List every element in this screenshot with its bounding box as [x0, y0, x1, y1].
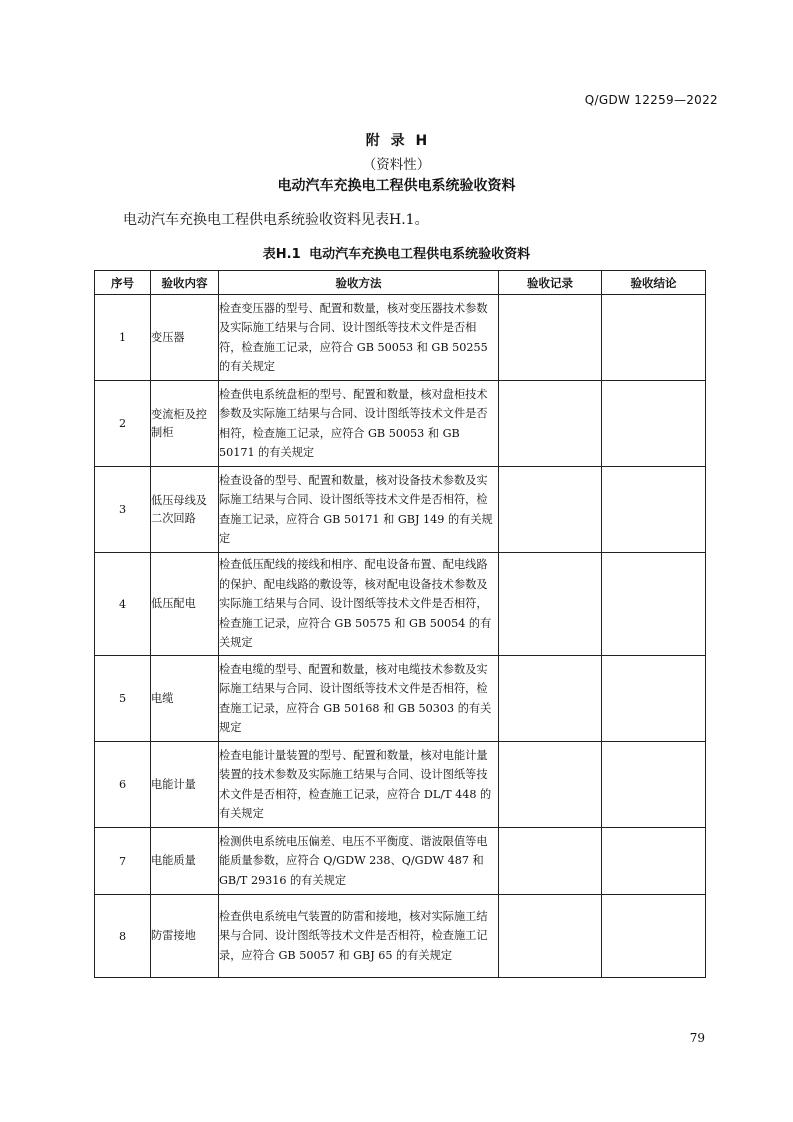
row-record: [499, 656, 602, 742]
row-record: [499, 828, 602, 895]
intro-paragraph: 电动汽车充换电工程供电系统验收资料见表H.1。: [123, 212, 429, 228]
header-conclusion: 验收结论: [602, 271, 706, 295]
table-row: [95, 742, 706, 828]
row-method: 检查供电系统电气装置的防雷和接地，核对实际施工结果与合同、设计图纸等技术文件是否相符，检查施工记录，应符合 GB 50057 和 GBJ 65 的有关规定: [219, 895, 499, 978]
table-row: [95, 656, 706, 742]
appendix-name: 电动汽车充换电工程供电系统验收资料: [277, 178, 516, 194]
row-conclusion: [602, 467, 706, 553]
row-record: [499, 742, 602, 828]
acceptance-table: [94, 270, 706, 978]
row-method: 检查设备的型号、配置和数量，核对设备技术参数及实际施工结果与合同、设计图纸等技术文件是否相符，检查施工记录，应符合 GB 50171 和 GBJ 149 的有关规定: [219, 467, 499, 553]
row-method: 检查低压配线的接线和相序、配电设备布置、配电线路的保护、配电线路的敷设等，核对配电设备技术参数及实际施工结果与合同、设计图纸等技术文件是否相符，检查施工记录，应符合 GB 50575 和 GB 50054 的有关规定: [219, 553, 499, 656]
header-no: 序号: [95, 271, 151, 295]
row-conclusion: [602, 742, 706, 828]
row-conclusion: [602, 895, 706, 978]
row-method: 检查变压器的型号、配置和数量，核对变压器技术参数及实际施工结果与合同、设计图纸等技术文件是否相符，检查施工记录，应符合 GB 50053 和 GB 50255 的有关规定: [219, 295, 499, 381]
table-row: [95, 381, 706, 467]
row-number: 1: [95, 295, 151, 381]
row-conclusion: [602, 553, 706, 656]
row-item: 电能计量: [151, 742, 219, 828]
row-method: 检查电能计量装置的型号、配置和数量，核对电能计量装置的技术参数及实际施工结果与合同、设计图纸等技术文件是否相符，检查施工记录，应符合 DL/T 448 的有关规定: [219, 742, 499, 828]
row-number: 6: [95, 742, 151, 828]
row-record: [499, 381, 602, 467]
table-header-row: [95, 271, 706, 295]
row-number: 7: [95, 828, 151, 895]
row-method: 检查电缆的型号、配置和数量，核对电缆技术参数及实际施工结果与合同、设计图纸等技术文件是否相符，检查施工记录，应符合 GB 50168 和 GB 50303 的有关规定: [219, 656, 499, 742]
row-record: [499, 467, 602, 553]
standard-code: Q/GDW 12259—2022: [584, 93, 718, 107]
header-item: 验收内容: [151, 271, 219, 295]
row-number: 4: [95, 553, 151, 656]
row-number: 8: [95, 895, 151, 978]
row-conclusion: [602, 295, 706, 381]
table-row: [95, 828, 706, 895]
row-item: 电能质量: [151, 828, 219, 895]
row-record: [499, 295, 602, 381]
row-conclusion: [602, 828, 706, 895]
row-record: [499, 553, 602, 656]
row-item: 变流柜及控制柜: [151, 381, 219, 467]
table-row: [95, 895, 706, 978]
header-method: 验收方法: [219, 271, 499, 295]
row-item: 防雷接地: [151, 895, 219, 978]
row-item: 电缆: [151, 656, 219, 742]
page-number: 79: [689, 1031, 705, 1045]
row-conclusion: [602, 656, 706, 742]
appendix-nature: （资料性）: [362, 157, 431, 173]
table-row: [95, 553, 706, 656]
table-row: [95, 295, 706, 381]
row-number: 3: [95, 467, 151, 553]
table-caption: 表H.1 电动汽车充换电工程供电系统验收资料: [262, 247, 531, 262]
row-number: 2: [95, 381, 151, 467]
table-row: [95, 467, 706, 553]
header-record: 验收记录: [499, 271, 602, 295]
row-record: [499, 895, 602, 978]
row-method: 检查供电系统盘柜的型号、配置和数量，核对盘柜技术参数及实际施工结果与合同、设计图纸等技术文件是否相符，检查施工记录，应符合 GB 50053 和 GB 50171 的有关规定: [219, 381, 499, 467]
row-conclusion: [602, 381, 706, 467]
row-item: 变压器: [151, 295, 219, 381]
row-item: 低压母线及二次回路: [151, 467, 219, 553]
appendix-title: 附 录 H: [365, 133, 428, 149]
row-number: 5: [95, 656, 151, 742]
row-item: 低压配电: [151, 553, 219, 656]
row-method: 检测供电系统电压偏差、电压不平衡度、谐波限值等电能质量参数，应符合 Q/GDW 238、Q/GDW 487 和 GB/T 29316 的有关规定: [219, 828, 499, 895]
